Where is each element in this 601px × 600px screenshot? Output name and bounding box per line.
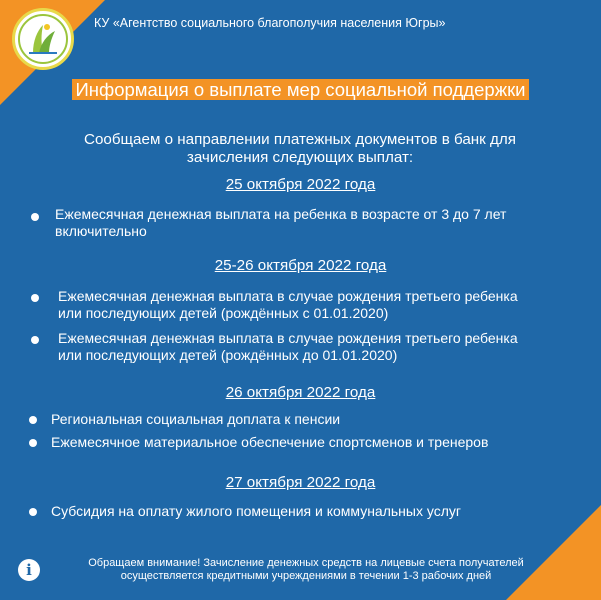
section-date: 27 октября 2022 года xyxy=(225,474,376,491)
title-block xyxy=(0,79,601,101)
list-item-text: Ежемесячное материальное обеспечение спортсменов и тренеров xyxy=(51,434,489,450)
bullet xyxy=(29,416,37,424)
agency-logo xyxy=(12,8,74,70)
list-item-text: Региональная социальная доплата к пенсии xyxy=(51,411,341,427)
bullet xyxy=(29,439,37,447)
list-item xyxy=(58,330,528,364)
notice-block xyxy=(18,553,558,587)
list-item xyxy=(55,206,515,240)
section-date: 26 октября 2022 года xyxy=(225,384,376,401)
list-item xyxy=(51,434,501,451)
list-item-text: Ежемесячная денежная выплата на ребенка в возрасте от 3 до 7 лет включительно xyxy=(55,206,507,239)
list-item xyxy=(51,503,531,520)
page-title: Информация о выплате мер социальной поддержки xyxy=(72,79,528,100)
bullet xyxy=(29,508,37,516)
notice-text: Обращаем внимание! Зачисление денежных средств на лицевые счета получателей осуществляется кредитными учреждениями в течении 1-3 рабочих дней xyxy=(88,557,524,582)
info-icon: i xyxy=(18,559,40,581)
bullet xyxy=(31,336,39,344)
bullet xyxy=(31,294,39,302)
list-item xyxy=(51,411,521,428)
section-date: 25-26 октября 2022 года xyxy=(214,257,387,274)
agency-logo-icon xyxy=(17,13,69,65)
intro-text: Сообщаем о направлении платежных документов в банк для зачисления следующих выплат: xyxy=(84,131,516,166)
section-date: 25 октября 2022 года xyxy=(225,176,376,193)
bullet xyxy=(31,213,39,221)
organization-name: КУ «Агентство социального благополучия населения Югры» xyxy=(94,16,446,30)
list-item-text: Ежемесячная денежная выплата в случае рождения третьего ребенка или последующих детей (рождённых с 01.01.2020) xyxy=(58,288,518,321)
list-item xyxy=(58,288,528,322)
list-item-text: Ежемесячная денежная выплата в случае рождения третьего ребенка или последующих детей (рождённых до 01.01.2020) xyxy=(58,330,518,363)
list-item-text: Субсидия на оплату жилого помещения и коммунальных услуг xyxy=(51,503,461,519)
